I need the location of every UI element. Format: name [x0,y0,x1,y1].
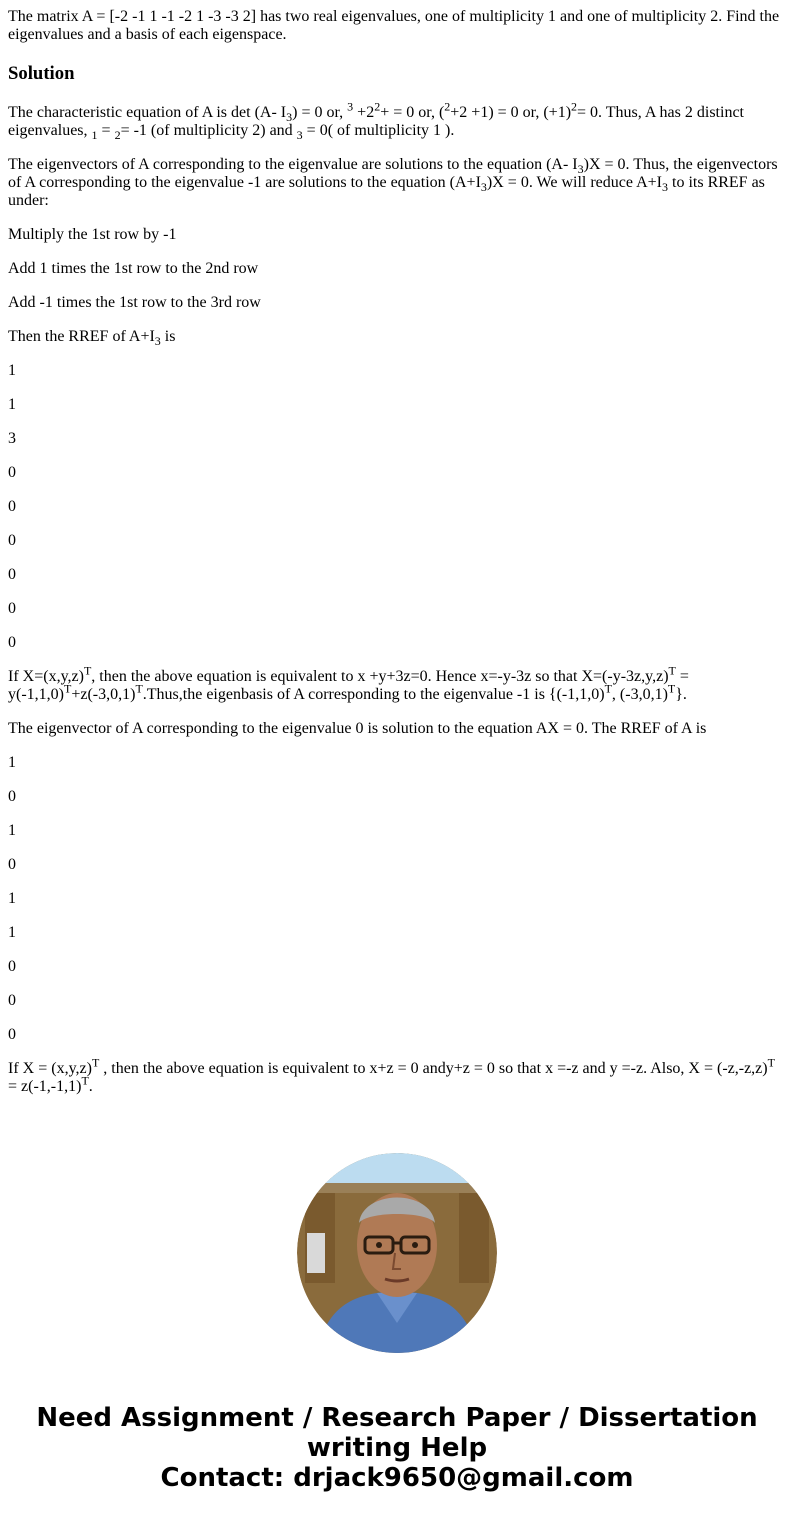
footer-contact: Contact: drjack9650@gmail.com [160,1463,634,1493]
matrix-entry: 1 [8,754,16,771]
matrix-entry: 0 [8,634,16,651]
matrix-entry: 1 [8,362,16,379]
characteristic-equation-paragraph: The characteristic equation of A is det (A- $I_3) = 0$ or, $^3 +2^2+ = 0$ or, ($^2$+2 +1) = 0 or, $(+1)^2= 0$. Thus, A has 2 distinct eigenvalues, $_1$ = $_2$= -1 (of multiplicity 2) and $_3$ = 0( of multiplicity 1 ). [8,99,744,143]
matrix-entry: 0 [8,1026,16,1043]
matrix-entry: 1 [8,924,16,941]
row-operation-step: Multiply the 1st row by -1 [8,226,177,243]
eigenbasis-zero-paragraph: If $X = (x,y,z)^T$ , then the above equation is equivalent to x+z = 0 andy+z = 0 so that x =-z and y =-z. Also, $X = (-z,-z,z)^T = z(-1,-1,1)^T$. [8,1055,775,1095]
eigenbasis-minus-one-paragraph: If $X=(x,y,z)^T$, then the above equation is equivalent to x +y+3z=0. Hence x=-y-3z so that $X=(-y-3z,y,z)^T$ = $y(-1,1,0)^T+z(-3,0,1)^T.Thus,the$ eigenbasis of A corresponding to the eigenvalue -1 is {$(-1,1,0)^T$, $(-3,0,1)^T$}. [8,663,689,703]
matrix-entry: 0 [8,958,16,975]
solution-document [8,0,786,1120]
question-text: The matrix A = [-2 -1 1 -1 -2 1 -3 -3 2] has two real eigenvalues, one of multiplicity 1 and one of multiplicity 2. Find the eigenvalues and a basis of each eigenspace. [8,8,780,43]
footer-line: Need Assignment / Research Paper / Dissertation [36,1403,758,1433]
matrix-entry: 1 [8,890,16,907]
eigenvalue-zero-paragraph: The eigenvector of A corresponding to the eigenvalue 0 is solution to the equation AX = 0. The RREF of A is [8,720,707,737]
footer-line: writing Help [306,1433,488,1463]
matrix-entry: 1 [8,822,16,839]
eigenvector-paragraph: The eigenvectors of A corresponding to the eigenvalue are solutions to the equation (A- $I_3)X = 0$. Thus, the eigenvectors of A corresponding to the eigenvalue -1 are solutions to the equation $(A+I_3)X = 0$. We will reduce $A+I_3$ to its RREF as under: [8,156,778,209]
rref-matrix-a-plus-i [8,362,786,652]
footer-banner [0,1403,794,1493]
matrix-entry: 1 [8,396,16,413]
row-operation-step: Add 1 times the 1st row to the 2nd row [8,260,259,277]
matrix-entry: 3 [8,430,16,447]
rref-intro: Then the RREF of $A+I_3$ is [8,328,176,349]
matrix-entry: 0 [8,464,16,481]
row-operation-step: Add -1 times the 1st row to the 3rd row [8,294,261,311]
matrix-entry: 0 [8,992,16,1009]
rref-matrix-a [8,754,786,1044]
solution-heading: Solution [8,63,75,84]
matrix-entry: 0 [8,532,16,549]
author-photo [297,1153,497,1353]
matrix-entry: 0 [8,788,16,805]
matrix-entry: 0 [8,856,16,873]
matrix-entry: 0 [8,600,16,617]
matrix-entry: 0 [8,566,16,583]
matrix-entry: 0 [8,498,16,515]
